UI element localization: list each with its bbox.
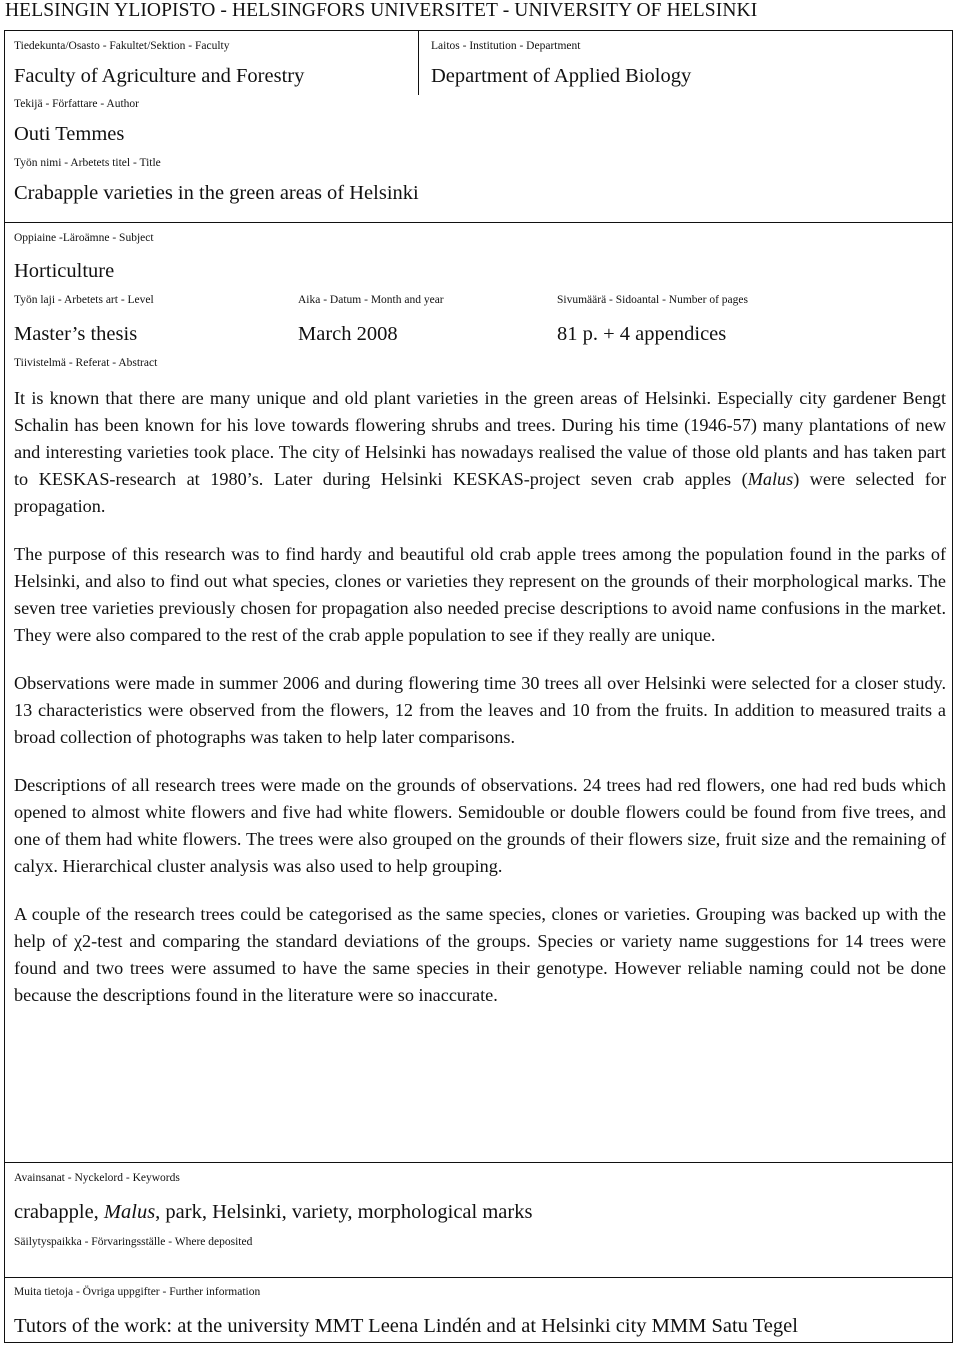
level-label: Työn laji - Arbetets art - Level xyxy=(14,294,154,306)
abstract-p1-text: It is known that there are many unique and old plant varieties in the green areas of Helsinki. Especially city gardener Bengt Schalin has been known for his love towards flowering shrubs and trees. During his time (1946-57) many plantations of new and interesting varieties took place. The city of Helsinki has nowadays realised the value of those old plants and has taken part to KESKAS-research at 1980’s. Later during Helsinki KESKAS-project seven crab apples ( xyxy=(14,388,946,489)
faculty-label: Tiedekunta/Osasto - Fakultet/Sektion - Faculty xyxy=(14,40,230,52)
subject-label: Oppiaine -Läroämne - Subject xyxy=(14,232,154,244)
abstract-label: Tiivistelmä - Referat - Abstract xyxy=(14,357,158,369)
department-value: Department of Applied Biology xyxy=(431,65,692,87)
divider-title-subject xyxy=(4,222,953,223)
subject-value: Horticulture xyxy=(14,260,115,282)
keywords-italic: Malus xyxy=(103,1201,156,1223)
abstract-paragraph-2: The purpose of this research was to find hardy and beautiful old crab apple trees among the population found in the parks of Helsinki, and also to find out what species, clones or varieties they represent on the grounds of their morphological marks. The seven tree varieties previously chosen for propagation also needed precise descriptions to avoid name confusions in the market. They were also compared to the rest of the crab apple population to see if they really are unique. xyxy=(14,544,946,645)
deposited-label: Säilytyspaikka - Förvaringsställe - Where deposited xyxy=(14,1236,253,1248)
title-value: Crabapple varieties in the green areas of Helsinki xyxy=(14,182,419,204)
title-label: Työn nimi - Arbetets titel - Title xyxy=(14,157,161,169)
pages-label: Sivumäärä - Sidoantal - Number of pages xyxy=(557,294,748,306)
author-value: Outi Temmes xyxy=(14,123,125,145)
keywords-text-end: , park, Helsinki, variety, morphological marks xyxy=(155,1201,533,1223)
abstract-paragraph-3: Observations were made in summer 2006 and during flowering time 30 trees all over Helsinki were selected for a closer study. 13 characteristics were observed from the flowers, 12 from the leaves and 10 from the fruits. In addition to measured traits a broad collection of photographs was taken to help later comparisons. xyxy=(14,673,946,747)
divider-faculty-department xyxy=(418,30,419,95)
further-info-value: Tutors of the work: at the university MMT Leena Lindén and at Helsinki city MMM Satu Tegel xyxy=(14,1315,798,1337)
date-label: Aika - Datum - Month and year xyxy=(298,294,444,306)
author-label: Tekijä - Författare - Author xyxy=(14,98,140,110)
abstract-paragraph-1 xyxy=(14,385,946,520)
abstract-paragraph-5: A couple of the research trees could be categorised as the same species, clones or varieties. Grouping was backed up with the help of χ2-test and comparing the standard deviations of the groups. Species or variety name suggestions for 14 trees were found and two trees were assumed to have the same species in their genotype. However reliable naming could not be done because the descriptions found in the literature were so inaccurate. xyxy=(14,904,946,1005)
keywords-text: crabapple, xyxy=(14,1201,104,1223)
abstract-paragraph-4: Descriptions of all research trees were made on the grounds of observations. 24 trees had red flowers, one had red buds which opened to almost white flowers and five had white flowers. Semidouble or double flowers could be found from five trees, and one of them had white flowers. The trees were also grouped on the grounds of their flowers size, fruit size and the remaining of calyx. Hierarchical cluster analysis was also used to help grouping. xyxy=(14,775,946,876)
divider-further-info xyxy=(4,1277,953,1278)
university-header: HELSINGIN YLIOPISTO - HELSINGFORS UNIVERSITET - UNIVERSITY OF HELSINKI xyxy=(5,0,758,21)
keywords-label: Avainsanat - Nyckelord - Keywords xyxy=(14,1172,180,1184)
abstract-body xyxy=(14,385,946,1030)
date-value: March 2008 xyxy=(298,323,398,345)
abstract-p1-italic: Malus xyxy=(747,469,794,489)
divider-keywords xyxy=(4,1162,953,1163)
faculty-value: Faculty of Agriculture and Forestry xyxy=(14,65,305,87)
pages-value: 81 p. + 4 appendices xyxy=(557,323,727,345)
further-info-label: Muita tietoja - Övriga uppgifter - Further information xyxy=(14,1286,261,1298)
keywords-value xyxy=(14,1201,532,1224)
abstract-p1-text-end: ) were selected for propagation. xyxy=(14,469,946,516)
level-value: Master’s thesis xyxy=(14,323,138,345)
department-label: Laitos - Institution - Department xyxy=(431,40,581,52)
